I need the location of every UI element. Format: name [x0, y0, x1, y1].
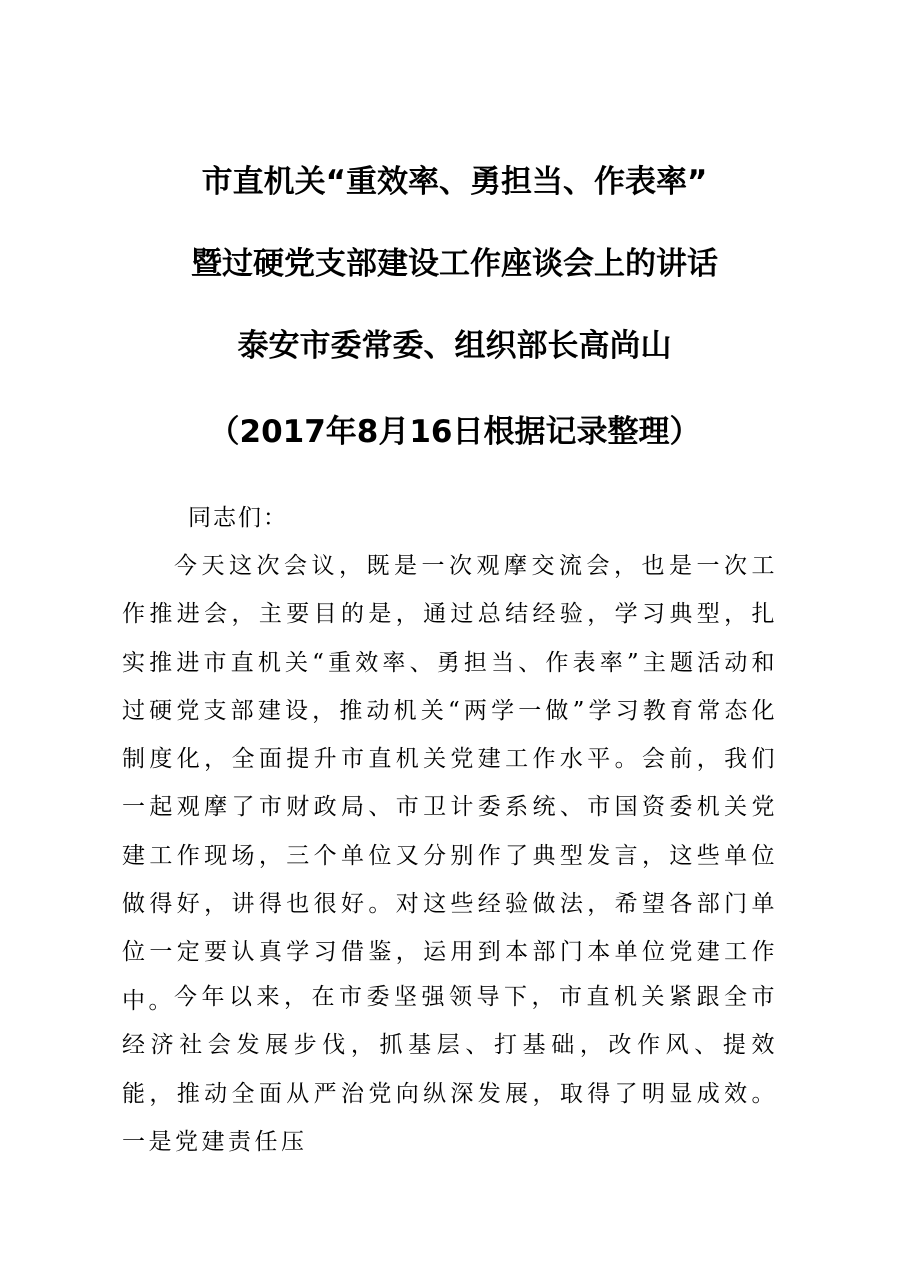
speaker-line: 泰安市委常委、组织部长高尚山: [237, 328, 672, 364]
paragraph-1: 今天这次会议，既是一次观摩交流会，也是一次工作推进会，主要目的是，通过总结经验，学习典型，扎实推进市直机关“重效率、勇担当、作表率”主题活动和过硬党支部建设，推动机关“两学一做”学习教育常态化制度化，全面提升市直机关党建工作水平。会前，我们一起观摩了市财政局、市卫计委系统、市国资委机关党建工作现场，三个单位又分别作了典型发言，这些单位做得好，讲得也很好。对这些经验做法，希望各部门单位一定要认真学习借鉴，运用到本部门本单位党建工作中。: [122, 553, 778, 1014]
paragraph-2: 今年以来，在市委坚强领导下，市直机关紧跟全市经济社会发展步伐，抓基层、打基础，改作风、提效能，推动全面从严治党向纵深发展，取得了明显成效。一是党建责任压: [122, 984, 778, 1155]
date-note: （2017年8月16日根据记录整理）: [208, 414, 701, 450]
salutation: 同志们：: [188, 505, 288, 531]
title-line-1: 市直机关“重效率、勇担当、作表率”: [201, 164, 708, 200]
title-line-2: 暨过硬党支部建设工作座谈会上的讲话: [191, 246, 718, 282]
